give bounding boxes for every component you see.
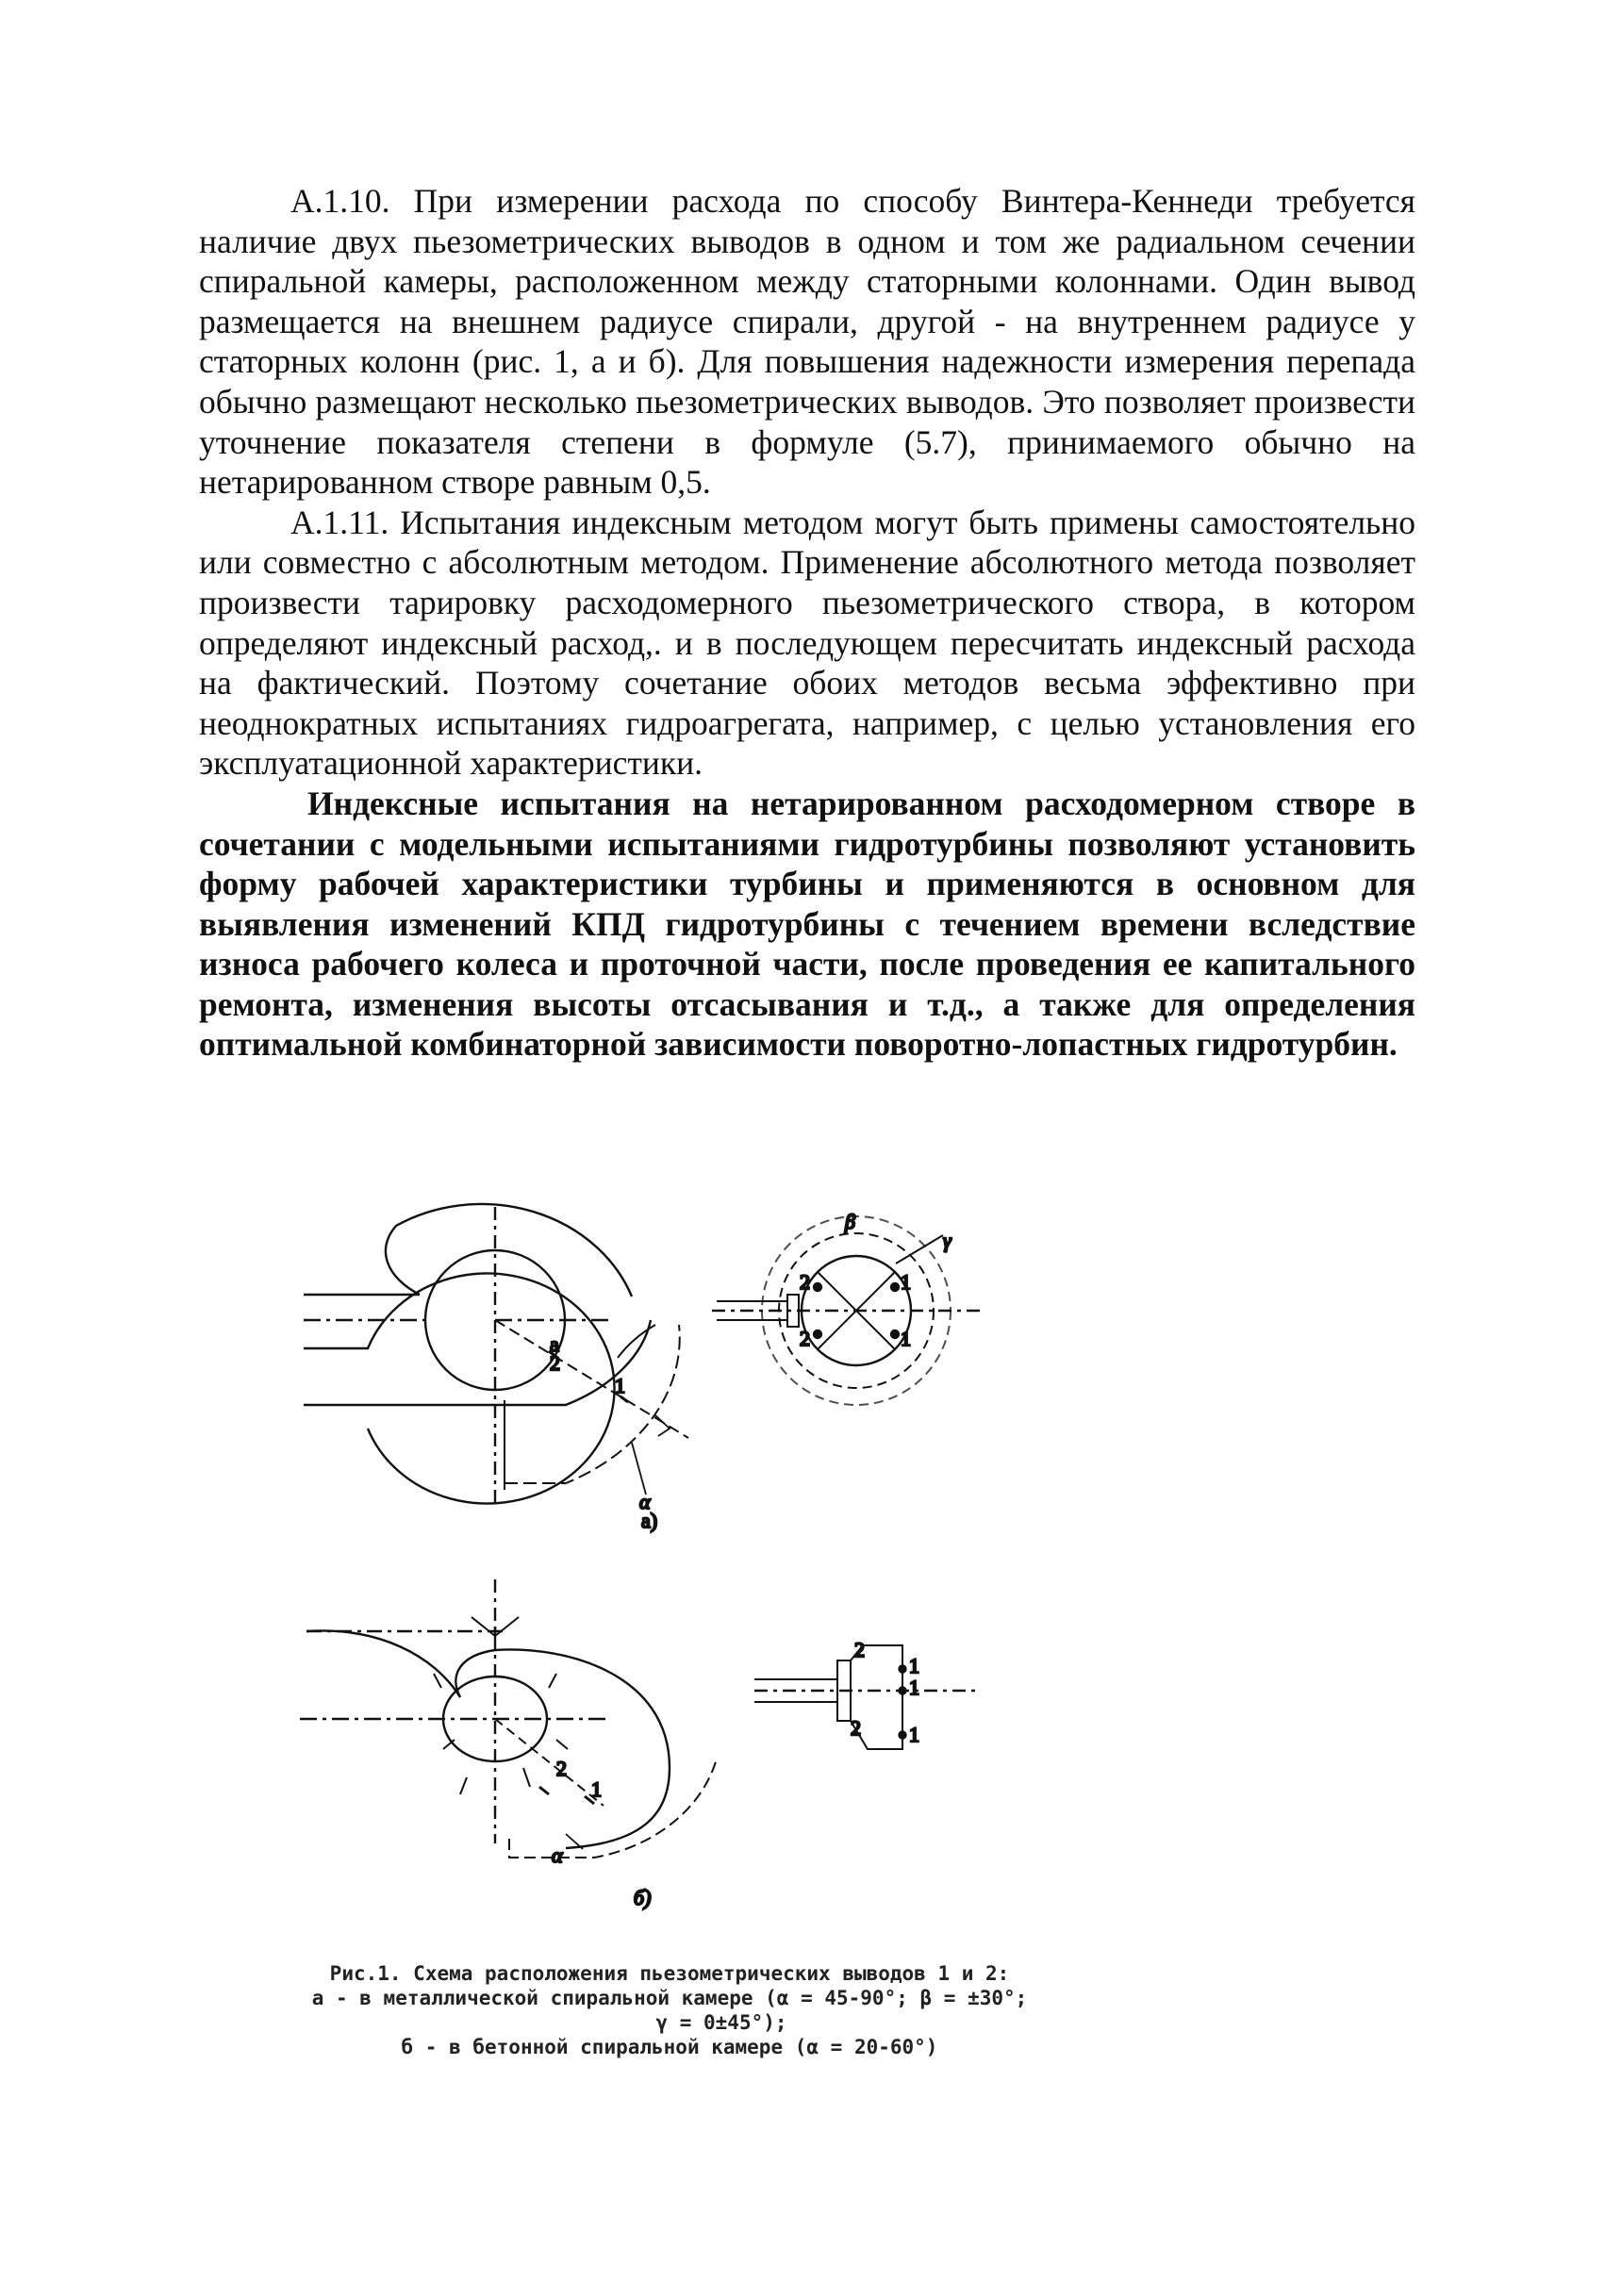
paragraph-index-tests: Индексные испытания на нетарированном расходомерном створе в сочетании с модельными испытаниями гидротурбины позволяют установить форму рабочей характеристики турбины и применяются в основном для выявления изменений КПД гидротурбины с течением времени вследствие износа рабочего колеса и проточной части, после проведения ее капитального ремонта, изменения высоты отсасывания и т.д., а также для определения оптимальной комбинаторной зависимости поворотно-лопастных гидротурбин. (199, 784, 1415, 1064)
caption-item-a: а - в металлической спиральной камере (α = 45-90°; β = ±30°; (311, 1987, 1028, 2009)
label-fig-a: а) (641, 1509, 658, 1532)
label-tap-2-lower: 2 (800, 1327, 810, 1350)
label-tap-1-lower: 1 (901, 1327, 911, 1350)
cross-section-metal-drawing (712, 1216, 981, 1405)
caption-title: Рис.1. Схема расположения пьезометрических выводов 1 и 2: (329, 1962, 1010, 1985)
label-tap-1-upper: 1 (901, 1270, 911, 1294)
label-gamma: γ (943, 1229, 951, 1252)
label-tap-1: 1 (615, 1374, 625, 1397)
spiral-casing-concrete-drawing (300, 1579, 717, 1858)
label-tap-b-1: 1 (591, 1777, 602, 1801)
paragraph-a110: А.1.10. При измерении расхода по способу Винтера-Кеннеди требуется наличие двух пьезометрических выводов в одном и том же радиальном сечении спиральной камеры, расположенном между статорными колоннами. Один вывод размещается на внешнем радиусе спирали, другой - на внутреннем радиусе у статорных колонн (рис. 1, а и б). Для повышения надежности измерения перепада обычно размещают несколько пьезометрических выводов. Это позволяет произвести уточнение показателя степени в формуле (5.7), принимаемого обычно на нетарированном створе равным 0,5. (199, 182, 1415, 502)
label-fig-b: б) (634, 1886, 652, 1909)
figure-piezometric-taps (283, 1183, 1000, 1957)
label-beta: β (845, 1210, 855, 1233)
label-alpha-b: α (552, 1843, 563, 1867)
label-tap-b-2: 2 (556, 1757, 567, 1780)
label-tap-b2-upper: 2 (854, 1638, 865, 1661)
body-text (199, 181, 1415, 1065)
label-tap-2-upper: 2 (800, 1270, 810, 1294)
label-tap-b1-a: 1 (909, 1654, 919, 1677)
label-tap-b1-b: 1 (909, 1676, 919, 1699)
cross-section-concrete-drawing (754, 1645, 981, 1749)
label-tap-2: 2 (550, 1351, 560, 1375)
caption-item-b: б - в бетонной спиральной камере (α = 20-60°) (401, 2036, 938, 2058)
caption-item-a-gamma: γ = 0±45°); (655, 2011, 787, 2034)
paragraph-a111: А.1.11. Испытания индексным методом могут быть примены самостоятельно или совместно с абсолютным методом. Применение абсолютного метода позволяет произвести тарировку расходомерного пьезометрического створа, в котором определяют индексный расход,. и в последующем пересчитать индексный расхода на фактический. Поэтому сочетание обоих методов весьма эффективно при неоднократных испытаниях гидроагрегата, например, с целью установления его эксплуатационной характеристики. (199, 503, 1415, 783)
label-alpha-a: α (639, 1490, 651, 1513)
figure-caption (189, 1961, 1150, 2059)
label-tap-b1-c: 1 (909, 1723, 919, 1746)
label-tap-b2-lower: 2 (851, 1716, 861, 1740)
spiral-casing-metal-drawing (304, 1204, 688, 1504)
label-tap-a: а (550, 1332, 559, 1356)
